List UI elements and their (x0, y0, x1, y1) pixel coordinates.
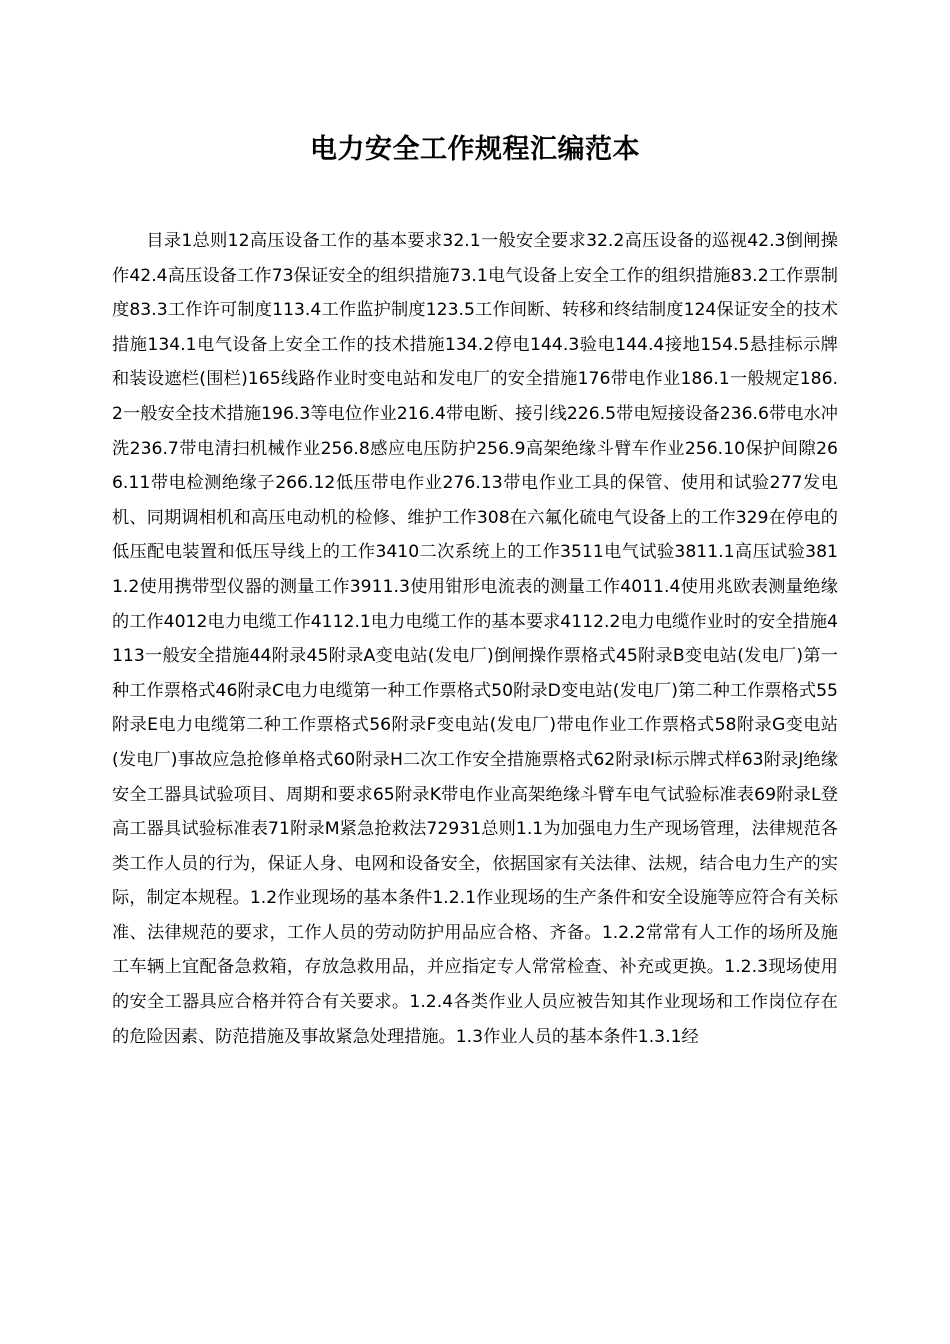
document-title: 电力安全工作规程汇编范本 (310, 134, 640, 165)
document-body-text: 目录1总则12高压设备工作的基本要求32.1一般安全要求32.2高压设备的巡视42.3倒闸操作42.4高压设备工作73保证安全的组织措施73.1电气设备上安全工作的组织措施83.2工作票制度83.3工作许可制度113.4工作监护制度123.5工作间断、转移和终结制度124保证安全的技术措施134.1电气设备上安全工作的技术措施134.2停电144.3验电144.4接地154.5悬挂标示牌和装设遮栏(围栏)165线路作业时变电站和发电厂的安全措施176带电作业186.1一般规定186.2一般安全技术措施196.3等电位作业216.4带电断、接引线226.5带电短接设备236.6带电水冲洗236.7带电清扫机械作业256.8感应电压防护256.9高架绝缘斗臂车作业256.10保护间隙266.11带电检测绝缘子266.12低压带电作业276.13带电作业工具的保管、使用和试验277发电机、同期调相机和高压电动机的检修、维护工作308在六氟化硫电气设备上的工作329在停电的低压配电装置和低压导线上的工作3410二次系统上的工作3511电气试验3811.1高压试验3811.2使用携带型仪器的测量工作3911.3使用钳形电流表的测量工作4011.4使用兆欧表测量绝缘的工作4012电力电缆工作4112.1电力电缆工作的基本要求4112.2电力电缆作业时的安全措施4113一般安全措施44附录45附录A变电站(发电厂)倒闸操作票格式45附录B变电站(发电厂)第一种工作票格式46附录C电力电缆第一种工作票格式50附录D变电站(发电厂)第二种工作票格式55附录E电力电缆第二种工作票格式56附录F变电站(发电厂)带电作业工作票格式58附录G变电站(发电厂)事故应急抢修单格式60附录H二次工作安全措施票格式62附录I标示牌式样63附录J绝缘安全工器具试验项目、周期和要求65附录K带电作业高架绝缘斗臂车电气试验标准表69附录L登高工器具试验标准表71附录M紧急抢救法72931总则1.1为加强电力生产现场管理，法律规范各类工作人员的行为，保证人身、电网和设备安全，依据国家有关法律、法规，结合电力生产的实际，制定本规程。1.2作业现场的基本条件1.2.1作业现场的生产条件和安全设施等应符合有关标准、法律规范的要求，工作人员的劳动防护用品应合格、齐备。1.2.2常常有人工作的场所及施工车辆上宜配备急救箱，存放急救用品，并应指定专人常常检查、补充或更换。1.2.3现场使用的安全工器具应合格并符合有关要求。1.2.4各类作业人员应被告知其作业现场和工作岗位存在的危险因素、防范措施及事故紧急处理措施。1.3作业人员的基本条件1.3.1经 (112, 231, 838, 1047)
